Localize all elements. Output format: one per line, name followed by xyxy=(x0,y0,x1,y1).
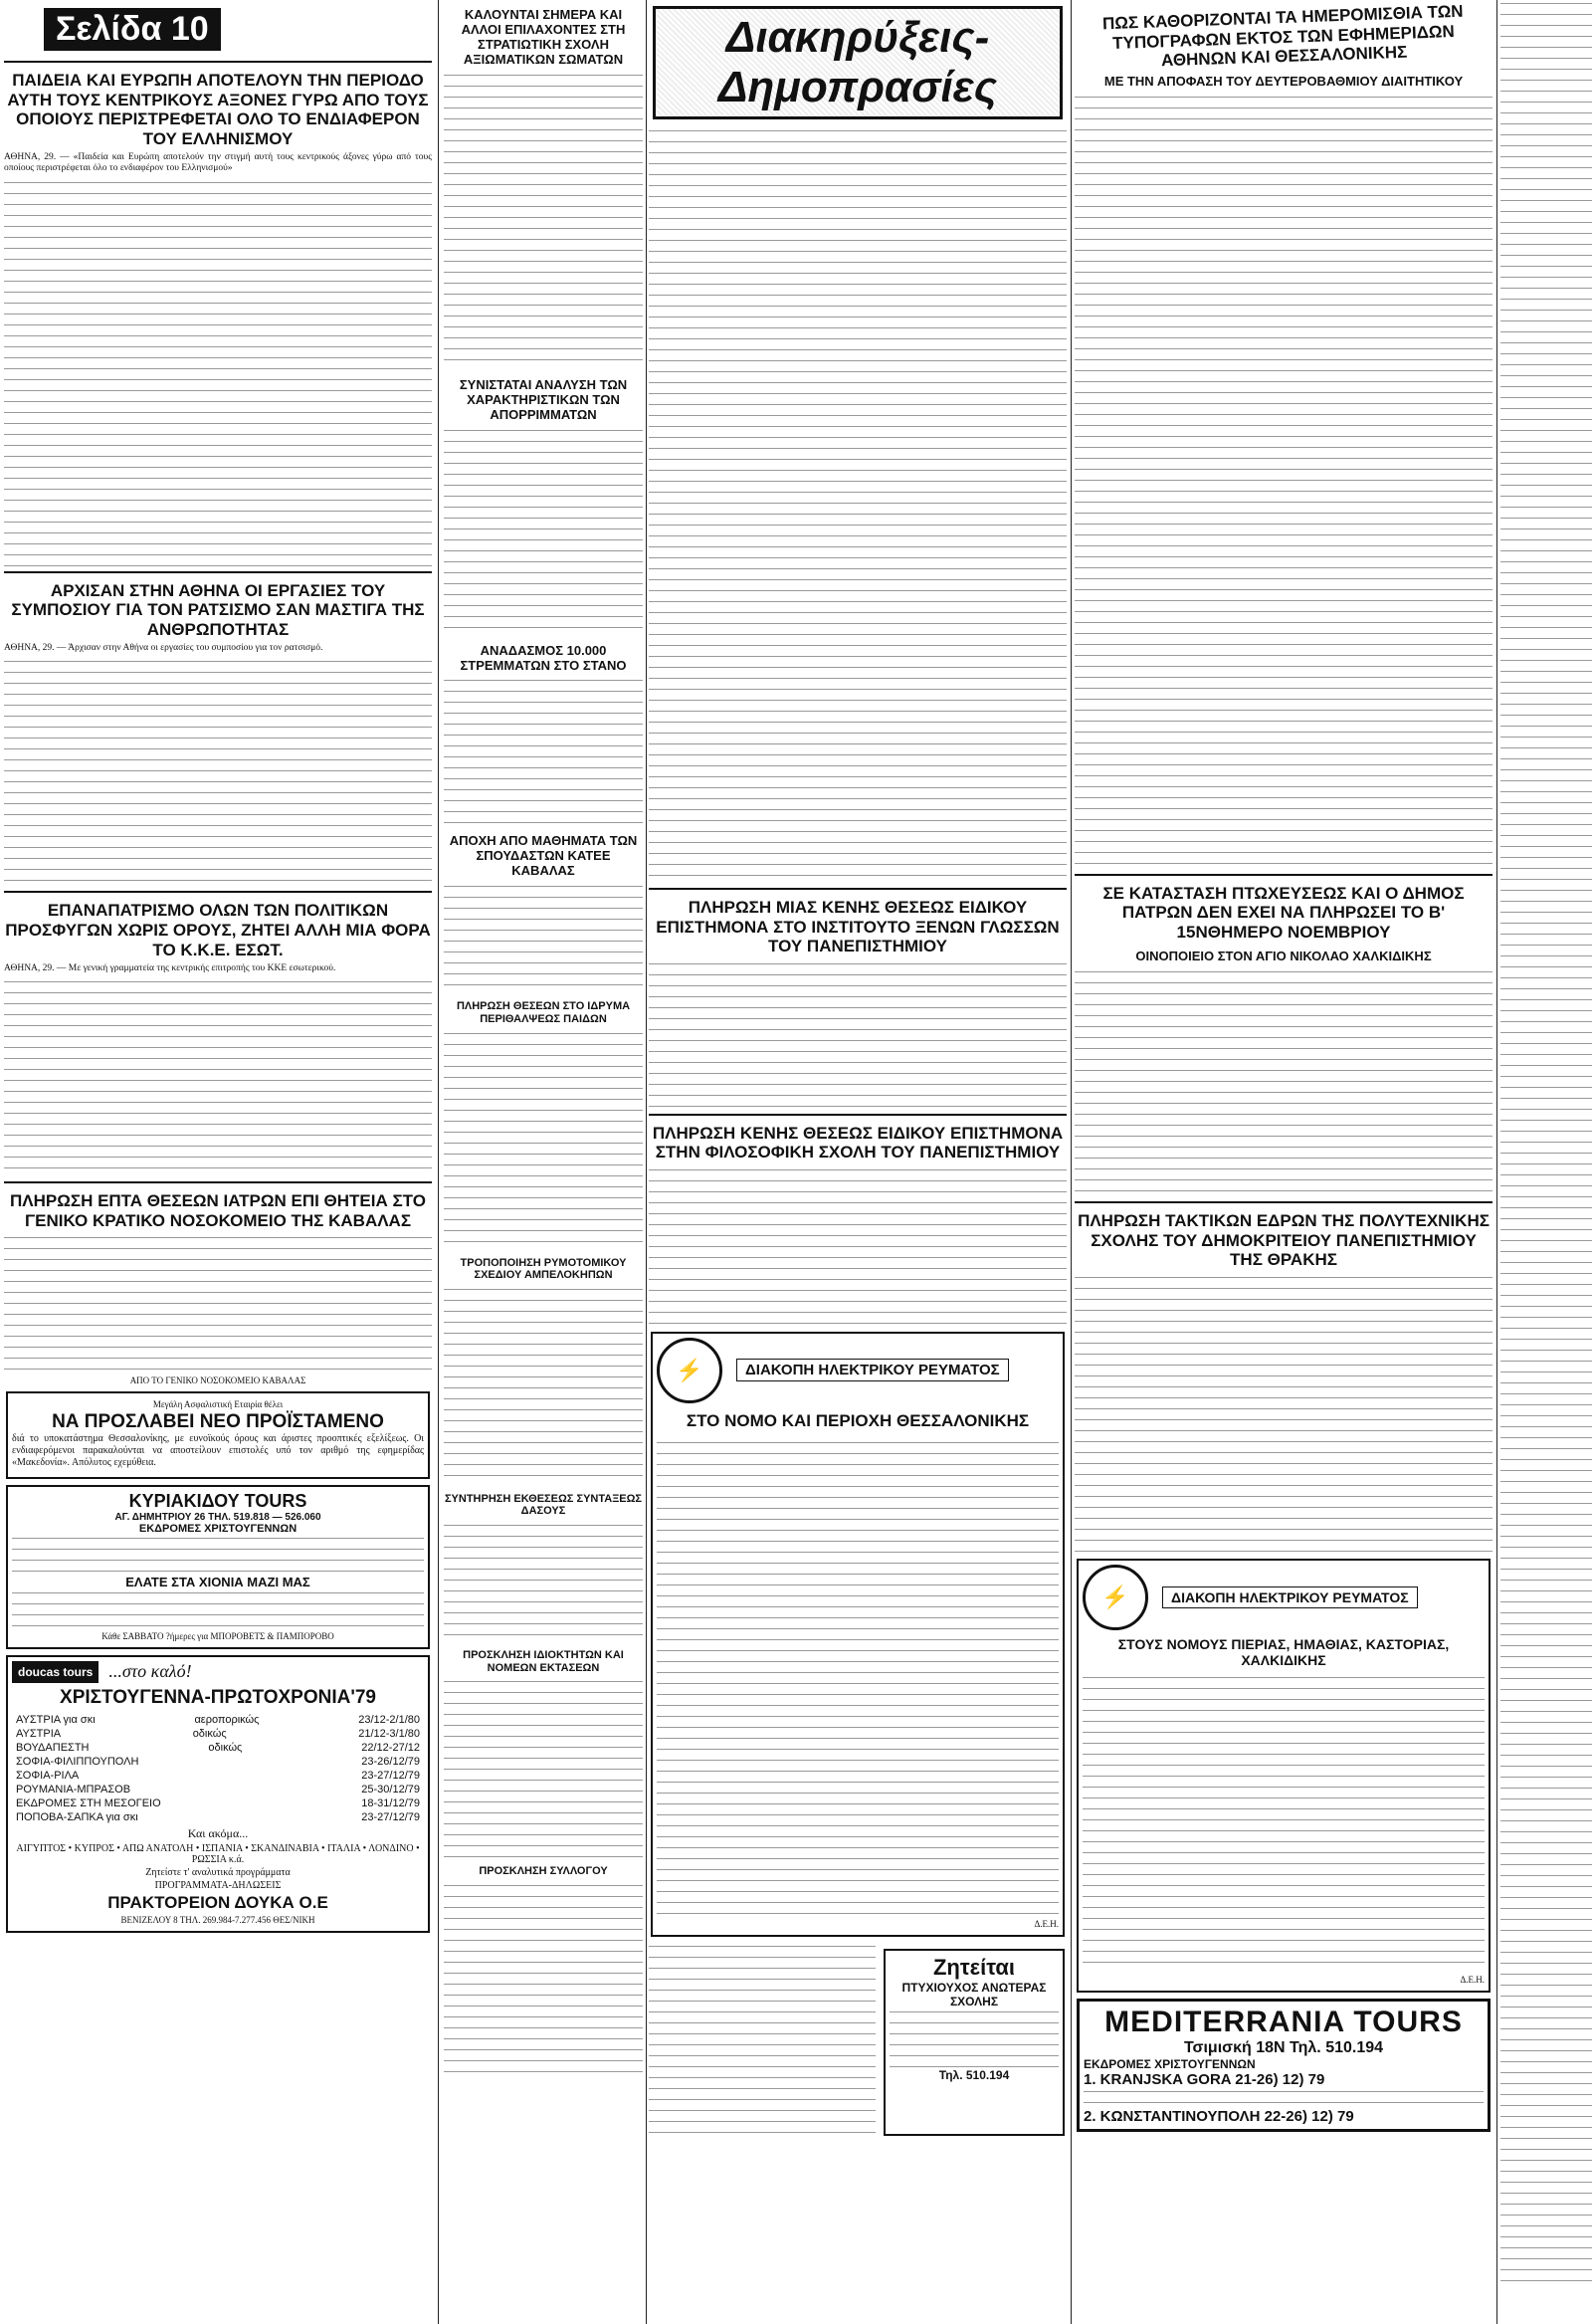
notices-body xyxy=(649,127,1067,884)
article-body xyxy=(444,72,643,370)
article-body xyxy=(444,427,643,636)
article-body xyxy=(444,1030,643,1249)
notice-title: ΣΤΟΥΣ ΝΟΜΟΥΣ ΠΙΕΡΙΑΣ, ΗΜΑΘΙΑΣ, ΚΑΣΤΟΡΙΑΣ, ΧΑΛΚΙΔΙΚΗΣ xyxy=(1117,1635,1450,1668)
article-headline: ΠΛΗΡΩΣΗ ΚΕΝΗΣ ΘΕΣΕΩΣ ΕΙΔΙΚΟΥ ΕΠΙΣΤΗΜΟΝΑ ΣΤΗΝ ΦΙΛΟΣΟΦΙΚΗ ΣΧΟΛΗ ΤΟΥ ΠΑΝΕΠΙΣΤΗΜΙΟΥ xyxy=(652,1123,1064,1162)
column-5-partial xyxy=(1500,0,1592,2324)
ad-text: διά το υποκατάστημα Θεσσαλονίκης, με ευνοϊκούς όρους και άριστες προοπτικές εξελίξεως. Οι ενδιαφερόμενοι παρακαλούνται να αποστείλουν επιστολές υπό τον αριθμό της εφημερίδας «Μακεδονία». Απόλυτος εχεμύθεια. xyxy=(12,1433,424,1468)
tour-date: 21/12-3/1/80 xyxy=(358,1727,420,1740)
kyriakidou-tours-ad xyxy=(6,1485,430,1649)
tour-item: 2. ΚΩΝΣΤΑΝΤΙΝΟΥΠΟΛΗ 22-26) 12) 79 xyxy=(1084,2107,1354,2125)
dei-logo-icon: ⚡ xyxy=(1083,1565,1148,1630)
article-body xyxy=(444,1286,643,1485)
article-headline: ΠΑΙΔΕΙΑ ΚΑΙ ΕΥΡΩΠΗ ΑΠΟΤΕΛΟΥΝ ΤΗΝ ΠΕΡΙΟΔΟ ΑΥΤΗ ΤΟΥΣ ΚΕΝΤΡΙΚΟΥΣ ΑΞΟΝΕΣ ΓΥΡΩ ΑΠΟ ΤΟΥΣ ΟΠΟΙΟΥΣ ΠΕΡΙΣΤΡΕΦΕΤΑΙ ΟΛΟ ΤΟ ΕΝΔΙΑΦΕΡΟΝ ΤΟΥ ΕΛΛΗΝΙΣΜΟΥ xyxy=(7,71,429,148)
column-1 xyxy=(4,0,432,2324)
article-headline: ΣΕ ΚΑΤΑΣΤΑΣΗ ΠΤΩΧΕΥΣΕΩΣ ΚΑΙ Ο ΔΗΜΟΣ ΠΑΤΡΩΝ ΔΕΝ ΕΧΕΙ ΝΑ ΠΛΗΡΩΣΕΙ ΤΟ Β' 15ΝΘΗΜΕΡΟ ΝΟΕΜΒΡΙΟΥ xyxy=(1102,883,1465,942)
wanted-subtitle: ΠΤΥΧΙΟΥΧΟΣ ΑΝΩΤΕΡΑΣ ΣΧΟΛΗΣ xyxy=(901,1980,1047,2008)
article-headline: ΠΛΗΡΩΣΗ ΘΕΣΕΩΝ ΣΤΟ ΙΔΡΥΜΑ ΠΕΡΙΘΑΛΨΕΩΣ ΠΑΙΔΩΝ xyxy=(456,1000,631,1025)
dei-logo-icon: ⚡ xyxy=(657,1338,722,1403)
ad-title: ΧΡΙΣΤΟΥΓΕΝΝΑ-ΠΡΩΤΟΧΡΟΝΙΑ'79 xyxy=(60,1686,376,1708)
article-body xyxy=(649,960,1067,1110)
notice-signature: Δ.Ε.Η. xyxy=(1460,1974,1485,1985)
tour-date: 23/12-2/1/80 xyxy=(358,1713,420,1726)
article-subheadline: ΜΕ ΤΗΝ ΑΠΟΦΑΣΗ ΤΟΥ ΔΕΥΤΕΡΟΒΑΘΜΙΟΥ ΔΙΑΙΤΗΤΙΚΟΥ xyxy=(1103,73,1464,89)
mediterrania-tours-ad xyxy=(1077,1999,1491,2132)
article-signature: ΑΠΟ ΤΟ ΓΕΝΙΚΟ ΝΟΣΟΚΟΜΕΙΟ ΚΑΒΑΛΑΣ xyxy=(129,1375,306,1386)
tour-date: 23-27/12/79 xyxy=(361,1769,420,1782)
wanted-body xyxy=(890,2008,1059,2068)
tour-dest: ΣΟΦΙΑ-ΡΙΛΑ xyxy=(16,1769,80,1782)
article-body xyxy=(1500,0,1592,2289)
tour-row xyxy=(12,1796,424,1810)
article-headline: ΠΩΣ ΚΑΘΟΡΙΖΟΝΤΑΙ ΤΑ ΗΜΕΡΟΜΙΣΘΙΑ ΤΩΝ ΤΥΠΟΓΡΑΦΩΝ ΕΚΤΟΣ ΤΩΝ ΕΦΗΜΕΡΙΔΩΝ ΑΘΗΝΩΝ ΚΑΙ ΘΕΣΣΑΛΟΝΙΚΗΣ xyxy=(1101,1,1464,71)
article-body xyxy=(444,1522,643,1641)
section-banner: Διακηρύξεις-Δημοπρασίες xyxy=(653,6,1063,119)
tour-date: 25-30/12/79 xyxy=(361,1783,420,1796)
tour-date: 23-27/12/79 xyxy=(361,1810,420,1823)
article-headline: ΤΡΟΠΟΠΟΙΗΣΗ ΡΥΜΟΤΟΜΙΚΟΥ ΣΧΕΔΙΟΥ ΑΜΠΕΛΟΚΗΠΩΝ xyxy=(460,1256,627,1282)
article-lead: ΑΘΗΝΑ, 29. — «Παιδεία και Ευρώπη αποτελούν την στιγμή αυτή τους κεντρικούς άξονες γύρω από τους οποίους περιστρέφεται όλο το ενδιαφέρον του Ελληνισμού» xyxy=(4,152,432,174)
article-headline: ΠΛΗΡΩΣΗ ΕΠΤΑ ΘΕΣΕΩΝ ΙΑΤΡΩΝ ΕΠΙ ΘΗΤΕΙΑ ΣΤΟ ΓΕΝΙΚΟ ΚΡΑΤΙΚΟ ΝΟΣΟΚΟΜΕΙΟ ΤΗΣ ΚΑΒΑΛΑΣ xyxy=(10,1191,426,1230)
notice-label: ΔΙΑΚΟΠΗ ΗΛΕΚΤΡΙΚΟΥ ΡΕΥΜΑΤΟΣ xyxy=(1162,1586,1418,1608)
tour-row xyxy=(12,1727,424,1741)
wanted-ad xyxy=(884,1949,1065,2136)
article-body xyxy=(4,179,432,567)
article-headline: ΑΝΑΔΑΣΜΟΣ 10.000 ΣΤΡΕΜΜΑΤΩΝ ΣΤΟ ΣΤΑΝΟ xyxy=(460,642,627,673)
tour-dest: ΡΟΥΜΑΝΙΑ-ΜΠΡΑΣΟΒ xyxy=(16,1783,131,1796)
ad-schedule xyxy=(12,1535,424,1575)
ad-schedule xyxy=(12,1589,424,1629)
tour-item: 1. KRANJSKA GORA 21-26) 12) 79 xyxy=(1084,2070,1325,2088)
article-body xyxy=(4,978,432,1177)
ad-slogan: ΕΛΑΤΕ ΣΤΑ ΧΙΟΝΙΑ ΜΑΖΙ ΜΑΣ xyxy=(125,1574,310,1589)
tour-details xyxy=(1084,2088,1484,2108)
article-body xyxy=(444,1678,643,1857)
article-body xyxy=(649,1943,876,2142)
article-headline: ΑΡΧΙΣΑΝ ΣΤΗΝ ΑΘΗΝΑ ΟΙ ΕΡΓΑΣΙΕΣ ΤΟΥ ΣΥΜΠΟΣΙΟΥ ΓΙΑ ΤΟΝ ΡΑΤΣΙΣΜΟ ΣΑΝ ΜΑΣΤΙΓΑ ΤΗΣ ΑΝΘΡΩΠΟΤΗΤΑΣ xyxy=(11,580,425,639)
notice-body xyxy=(657,1439,1059,1917)
tour-date: 22/12-27/12 xyxy=(361,1741,420,1754)
ad-title: ΚΥΡΙΑΚΙΔΟΥ TOURS xyxy=(128,1490,307,1511)
tour-mode: οδικώς xyxy=(192,1727,227,1740)
ad-more: Και ακόμα... xyxy=(187,1825,249,1840)
ad-intro: Μεγάλη Ασφαλιστική Εταιρία θέλει xyxy=(152,1399,284,1410)
agency-address: ΒΕΝΙΖΕΛΟΥ 8 ΤΗΛ. 269.984-7.277.456 ΘΕΣ/ΝΙΚΗ xyxy=(120,1914,315,1925)
power-outage-notice xyxy=(651,1332,1065,1937)
tour-dest: ΠΟΠΟΒΑ-ΣΑΠΚΑ για σκι xyxy=(16,1810,138,1823)
tour-date: 23-26/12/79 xyxy=(361,1755,420,1768)
ad-tagline: ...στο καλό! xyxy=(108,1661,192,1682)
article-headline: ΑΠΟΧΗ ΑΠΟ ΜΑΘΗΜΑΤΑ ΤΩΝ ΣΠΟΥΔΑΣΤΩΝ ΚΑΤΕΕ ΚΑΒΑΛΑΣ xyxy=(449,833,638,879)
doucas-tours-ad xyxy=(6,1655,430,1933)
article-body xyxy=(4,658,432,887)
notice-label: ΔΙΑΚΟΠΗ ΗΛΕΚΤΡΙΚΟΥ ΡΕΥΜΑΤΟΣ xyxy=(736,1359,1009,1381)
tour-row xyxy=(12,1810,424,1824)
article-body xyxy=(444,677,643,826)
column-3 xyxy=(649,0,1067,2324)
article-headline: ΠΡΟΣΚΛΗΣΗ ΙΔΙΟΚΤΗΤΩΝ ΚΑΙ ΝΟΜΕΩΝ ΕΚΤΑΣΕΩΝ xyxy=(463,1649,624,1674)
notice-title: ΣΤΟ ΝΟΜΟ ΚΑΙ ΠΕΡΙΟΧΗ ΘΕΣΣΑΛΟΝΙΚΗΣ xyxy=(686,1410,1030,1430)
article-body xyxy=(1075,968,1492,1197)
article-body xyxy=(444,1882,643,2081)
insurance-ad xyxy=(6,1391,430,1478)
tour-date: 18-31/12/79 xyxy=(361,1796,420,1809)
ad-footer: Κάθε ΣΑΒΒΑΤΟ ?ήμερες για ΜΠΟΡΟΒΕΤΣ & ΠΑΜΠΟΡΟΒΟ xyxy=(101,1630,334,1641)
tour-dest: ΑΥΣΤΡΙΑ xyxy=(16,1727,62,1740)
power-outage-notice xyxy=(1077,1559,1491,1993)
article-body xyxy=(649,1166,1067,1326)
tour-dest: ΑΥΣΤΡΙΑ για σκι xyxy=(16,1713,96,1726)
tours-list xyxy=(12,1713,424,1824)
tour-row xyxy=(12,1713,424,1727)
tour-mode: οδικώς xyxy=(208,1741,243,1754)
article-headline: ΣΥΝΙΣΤΑΤΑΙ ΑΝΑΛΥΣΗ ΤΩΝ ΧΑΡΑΚΤΗΡΙΣΤΙΚΩΝ ΤΩΝ ΑΠΟΡΡΙΜΜΑΤΩΝ xyxy=(459,376,628,422)
article-headline: ΠΡΟΣΚΛΗΣΗ ΣΥΛΛΟΓΟΥ xyxy=(479,1865,608,1878)
notice-signature: Δ.Ε.Η. xyxy=(1034,1918,1059,1929)
article-headline: ΚΑΛΟΥΝΤΑΙ ΣΗΜΕΡΑ ΚΑΙ ΑΛΛΟΙ ΕΠΙΛΑΧΟΝΤΕΣ ΣΤΗ ΣΤΡΑΤΙΩΤΙΚΗ ΣΧΟΛΗ ΑΞΙΩΜΑΤΙΚΩΝ ΣΩΜΑΤΩΝ xyxy=(461,7,626,67)
notice-body xyxy=(1083,1674,1485,1973)
doucas-logo: doucas tours xyxy=(12,1661,99,1683)
ad-title: ΝΑ ΠΡΟΣΛΑΒΕΙ ΝΕΟ ΠΡΟΪΣΤΑΜΕΝΟ xyxy=(52,1411,384,1433)
ad-title: MEDITERRANIA TOURS xyxy=(1104,2005,1463,2038)
column-2 xyxy=(444,0,643,2324)
ad-programs-2: ΠΡΟΓΡΑΜΜΑΤΑ-ΔΗΛΩΣΕΙΣ xyxy=(154,1879,282,1891)
ad-subtitle: ΕΚΔΡΟΜΕΣ ΧΡΙΣΤΟΥΓΕΝΝΩΝ xyxy=(1084,2056,1256,2071)
article-body xyxy=(4,1234,432,1373)
article-lead: ΑΘΗΝΑ, 29. — Με γενική γραμματεία της κεντρικής επιτροπής του ΚΚΕ εσωτερικού. xyxy=(4,963,336,974)
article-body xyxy=(1075,94,1492,870)
tour-dest: ΕΚΔΡΟΜΕΣ ΣΤΗ ΜΕΣΟΓΕΙΟ xyxy=(16,1796,161,1809)
tour-mode: αεροπορικώς xyxy=(194,1713,260,1726)
ad-address: ΑΓ. ΔΗΜΗΤΡΙΟΥ 26 ΤΗΛ. 519.818 — 526.060 xyxy=(114,1511,321,1523)
article-lead: ΑΘΗΝΑ, 29. — Άρχισαν στην Αθήνα οι εργασίες του συμποσίου για τον ρατσισμό. xyxy=(4,643,323,654)
page-label: Σελίδα 10 xyxy=(44,8,221,51)
tour-row xyxy=(12,1783,424,1796)
ad-address: Τσιμισκή 18Ν Τηλ. 510.194 xyxy=(1183,2038,1384,2056)
tour-row xyxy=(12,1755,424,1769)
ad-subtitle: ΕΚΔΡΟΜΕΣ ΧΡΙΣΤΟΥΓΕΝΝΩΝ xyxy=(138,1522,298,1535)
article-body xyxy=(444,883,643,992)
tour-dest: ΣΟΦΙΑ-ΦΙΛΙΠΠΟΥΠΟΛΗ xyxy=(16,1755,139,1768)
ad-programs: Ζητείστε τ' αναλυτικά προγράμματα xyxy=(145,1866,291,1878)
agency-name: ΠΡΑΚΤΟΡΕΙΟΝ ΔΟΥΚΑ Ο.Ε xyxy=(107,1892,328,1912)
tour-row xyxy=(12,1769,424,1783)
article-headline: ΣΥΝΤΗΡΗΣΗ ΕΚΘΕΣΕΩΣ ΣΥΝΤΑΞΕΩΣ ΔΑΣΟΥΣ xyxy=(444,1492,643,1518)
article-headline: ΟΙΝΟΠΟΙΕΙΟ ΣΤΟΝ ΑΓΙΟ ΝΙΚΟΛΑΟ ΧΑΛΚΙΔΙΚΗΣ xyxy=(1135,949,1432,964)
article-headline: ΕΠΑΝΑΠΑΤΡΙΣΜΟ ΟΛΩΝ ΤΩΝ ΠΟΛΙΤΙΚΩΝ ΠΡΟΣΦΥΓΩΝ ΧΩΡΙΣ ΟΡΟΥΣ, ΖΗΤΕΙ ΑΛΛΗ ΜΙΑ ΦΟΡΑ ΤΟ Κ.Κ.Ε. ΕΣΩΤ. xyxy=(5,901,431,959)
wanted-phone: Τηλ. 510.194 xyxy=(938,2067,1010,2082)
tour-row xyxy=(12,1741,424,1755)
article-headline: ΠΛΗΡΩΣΗ ΤΑΚΤΙΚΩΝ ΕΔΡΩΝ ΤΗΣ ΠΟΛΥΤΕΧΝΙΚΗΣ ΣΧΟΛΗΣ ΤΟΥ ΔΗΜΟΚΡΙΤΕΙΟΥ ΠΑΝΕΠΙΣΤΗΜΙΟΥ ΤΗΣ ΘΡΑΚΗΣ xyxy=(1078,1211,1490,1270)
article-body xyxy=(1075,1274,1492,1553)
tour-dest: ΒΟΥΔΑΠΕΣΤΗ xyxy=(16,1741,90,1754)
wanted-title: Ζητείται xyxy=(932,1954,1016,1980)
article-headline: ΠΛΗΡΩΣΗ ΜΙΑΣ ΚΕΝΗΣ ΘΕΣΕΩΣ ΕΙΔΙΚΟΥ ΕΠΙΣΤΗΜΟΝΑ ΣΤΟ ΙΝΣΤΙΤΟΥΤΟ ΞΕΝΩΝ ΓΛΩΣΣΩΝ ΤΟΥ ΠΑΝΕΠΙΣΤΗΜΙΟΥ xyxy=(656,898,1060,956)
ad-extra: ΑΙΓΥΠΤΟΣ • ΚΥΠΡΟΣ • ΑΠΩ ΑΝΑΤΟΛΗ • ΙΣΠΑΝΙΑ • ΣΚΑΝΔΙΝΑΒΙΑ • ΙΤΑΛΙΑ • ΛΟΝΔΙΝΟ • ΡΩΣΣΙΑ κ.ά. xyxy=(16,1842,420,1865)
column-4 xyxy=(1075,0,1492,2324)
